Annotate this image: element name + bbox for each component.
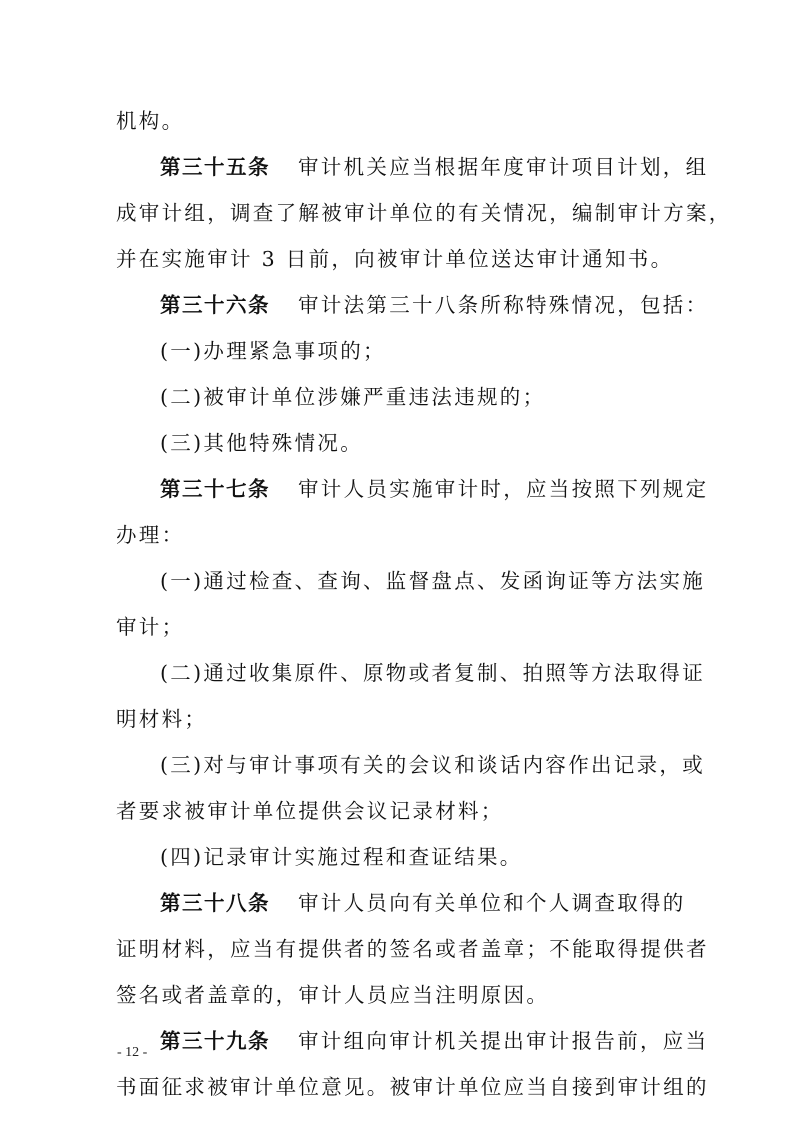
list-item: (四)记录审计实施过程和查证结果。 [160, 845, 523, 869]
text-line: 并在实施审计 3 日前，向被审计单位送达审计通知书。 [116, 247, 674, 271]
text-line: 证明材料，应当有提供者的签名或者盖章；不能取得提供者 [116, 937, 709, 961]
article-39-line: 第三十九条 审计组向审计机关提出审计报告前，应当 [160, 1029, 709, 1053]
list-item: (一)办理紧急事项的； [160, 339, 386, 363]
text-line: 者要求被审计单位提供会议记录材料； [116, 799, 504, 823]
article-number: 第三十六条 [160, 293, 270, 317]
text-line: 明材料； [116, 707, 208, 731]
list-item: (三)其他特殊情况。 [160, 431, 363, 455]
list-item: (一)通过检查、查询、监督盘点、发函询证等方法实施 [160, 569, 705, 593]
article-38-line: 第三十八条 审计人员向有关单位和个人调查取得的 [160, 891, 686, 915]
list-item: (二)通过收集原件、原物或者复制、拍照等方法取得证 [160, 661, 705, 685]
article-number: 第三十七条 [160, 477, 270, 501]
article-35-line: 第三十五条 审计机关应当根据年度审计项目计划，组 [160, 155, 709, 179]
article-37-line: 第三十七条 审计人员实施审计时，应当按照下列规定 [160, 477, 709, 501]
text-line: 机构。 [116, 109, 185, 133]
text-line: 成审计组，调查了解被审计单位的有关情况，编制审计方案， [116, 201, 732, 225]
text-line: 办理： [116, 523, 185, 547]
article-number: 第三十九条 [160, 1029, 270, 1053]
document-body [116, 98, 732, 1110]
article-36-line: 第三十六条 审计法第三十八条所称特殊情况，包括： [160, 293, 709, 317]
list-item: (三)对与审计事项有关的会议和谈话内容作出记录，或 [160, 753, 705, 777]
article-number: 第三十五条 [160, 155, 270, 179]
text-line: 审计； [116, 615, 185, 639]
list-item: (二)被审计单位涉嫌严重违法违规的； [160, 385, 546, 409]
text-line: 签名或者盖章的，审计人员应当注明原因。 [116, 983, 550, 1007]
page-number: - 12 - [117, 1045, 148, 1060]
article-number: 第三十八条 [160, 891, 270, 915]
text-line: 书面征求被审计单位意见。被审计单位应当自接到审计组的 [116, 1075, 709, 1099]
